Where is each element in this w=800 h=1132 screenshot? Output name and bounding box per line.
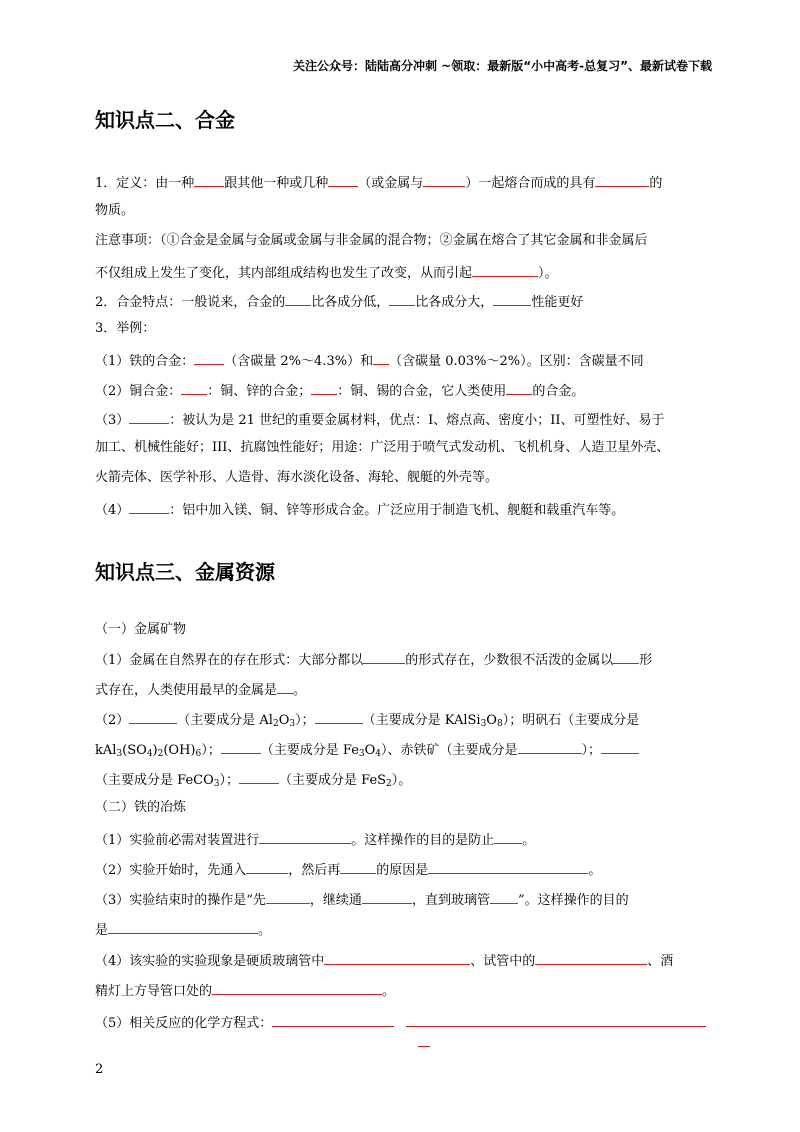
text-line: （主要成分是 FeCO$_3$）； （主要成分是 FeS$_2$）。 [95,769,411,793]
text-line: 物质。 [95,203,135,218]
blank[interactable] [324,950,470,965]
blank[interactable] [472,262,538,277]
blank[interactable] [315,709,363,724]
blank[interactable] [601,739,639,754]
page-header: 关注公众号：陆陆高分冲刺 ~领取：最新版“小中高考-总复习”、最新试卷下载 [293,59,712,73]
blank[interactable] [518,739,582,754]
blank[interactable] [363,649,405,664]
section-title-resources: 知识点三、金属资源 [95,560,275,584]
text-line: （1）金属在自然界在的存在形式：大部分都以 的形式存在，少数很不活泼的金属以 形 [95,649,652,670]
text-line [418,1032,430,1053]
blank[interactable] [129,709,177,724]
blank[interactable] [266,889,310,904]
text-line: （2）实验开始时，先通入 ，然后再 的原因是 。 [95,859,601,880]
blank[interactable] [221,739,261,754]
blank[interactable] [373,350,389,365]
blank[interactable] [494,829,522,844]
text-line: （3） ：被认为是 21 世纪的重要金属材料，优点：I、熔点高、密度小；II、可塑性好、易于 [95,409,665,430]
blank[interactable] [272,1012,394,1027]
blank[interactable] [108,919,258,934]
text-line: 1．定义：由一种 跟其他一种或几种 （或金属与 ）一起熔合而成的具有 的 [95,172,662,193]
text-line: 3．举例： [95,321,156,336]
blank[interactable] [194,350,224,365]
blank[interactable] [285,291,311,306]
section-title-alloy: 知识点二、合金 [95,108,235,132]
text-line: 式存在，人类使用最早的金属是 。 [95,679,306,700]
text-line: 是 。 [95,919,271,940]
text-line: （1）铁的合金： （含碳量 2%～4.3%）和 （含碳量 0.03%～2%）。区别：含碳量不同 [95,350,644,371]
blank[interactable] [406,1012,706,1027]
text-line: 精灯上方导管口处的 。 [95,980,395,1001]
blank[interactable] [535,950,647,965]
blank[interactable] [181,380,207,395]
text-line: （2） （主要成分是 $Al_2O_3$）； （主要成分是 $KAlSi_3O_8$）；明矾石（主要成分是 [95,709,639,733]
text-line: （一）金属矿物 [95,622,187,637]
text-line: （3）实验结束时的操作是“先 ，继续通 ，直到玻璃管 ”。这样操作的目的 [95,889,629,910]
blank[interactable] [389,291,415,306]
blank[interactable] [212,980,382,995]
page-number: 2 [95,1062,104,1077]
blank[interactable] [194,172,224,187]
blank[interactable] [493,291,531,306]
text-line: （二）铁的冶炼 [95,800,187,815]
blank[interactable] [277,679,293,694]
blank[interactable] [506,380,532,395]
text-line: 加工、机械性能好；III、抗腐蚀性能好；用途：广泛用于喷气式发动机、飞机机身、人造卫星外壳、 [95,440,670,455]
text-line: 注意事项：（①合金是金属与金属或金属与非金属的混合物；②金属在熔合了其它金属和非金属后 [95,233,648,248]
text-line: 2．合金特点：一般说来，合金的 比各成分低， 比各成分大， 性能更好 [95,291,583,312]
blank[interactable] [362,889,412,904]
blank[interactable] [613,649,639,664]
blank[interactable] [246,859,288,874]
blank[interactable] [418,1032,430,1047]
blank[interactable] [129,409,169,424]
text-line: （4）该实验的实验现象是硬质玻璃管中 、试管中的 、酒 [95,950,673,971]
blank[interactable] [328,172,358,187]
blank[interactable] [129,499,169,514]
text-line: （2）铜合金： ：铜、锌的合金； ：铜、锡的合金，它人类使用 的合金。 [95,380,584,401]
blank[interactable] [490,889,518,904]
blank[interactable] [428,859,588,874]
text-line: 火箭壳体、医学补形、人造骨、海水淡化设备、海轮、舰艇的外壳等。 [95,470,499,485]
text-line: （1）实验前必需对装置进行 。这样操作的目的是防止 。 [95,829,535,850]
blank[interactable] [239,769,279,784]
blank[interactable] [340,859,376,874]
blank[interactable] [259,829,351,844]
blank[interactable] [311,380,337,395]
blank[interactable] [423,172,465,187]
text-line: $kAl_3(SO_4)_2(OH)_6$）； （主要成分是 $Fe_3O_4$）、赤铁矿（主要成分是 ）； [95,739,639,763]
text-line: （4） ：铝中加入镁、铜、锌等形成合金。广泛应用于制造飞机、舰艇和载重汽车等。 [95,499,624,520]
text-line: （5）相关反应的化学方程式： [95,1012,706,1033]
blank[interactable] [595,172,649,187]
text-line: 不仅组成上发生了变化，其内部组成结构也发生了改变，从而引起 ）。 [95,262,558,283]
